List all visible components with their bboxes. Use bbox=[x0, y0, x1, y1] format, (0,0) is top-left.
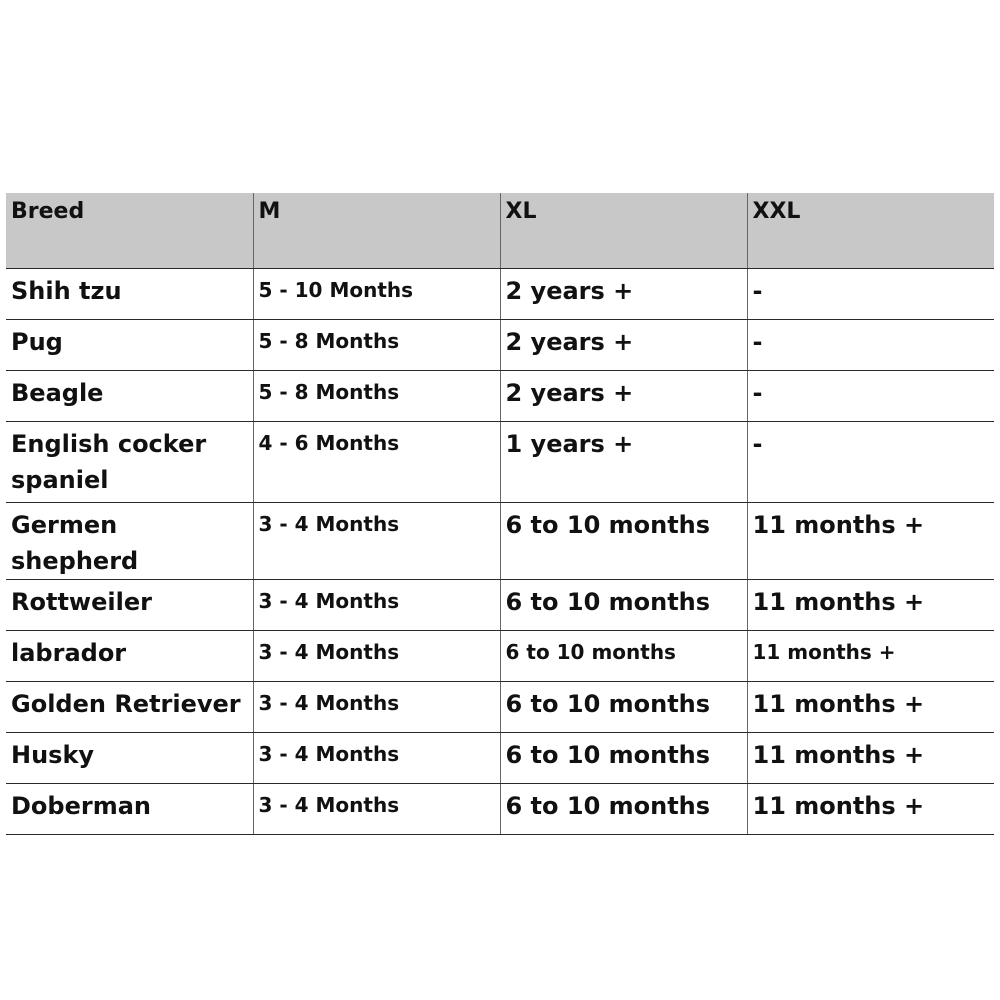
table-row bbox=[6, 371, 994, 422]
xl-size-cell: 6 to 10 months bbox=[500, 682, 747, 733]
xl-size-cell: 6 to 10 months bbox=[500, 503, 747, 580]
xl-size-cell: 6 to 10 months bbox=[500, 631, 747, 682]
header-xl: XL bbox=[500, 193, 747, 269]
breed-cell: Beagle bbox=[6, 371, 253, 422]
xl-size-cell: 6 to 10 months bbox=[500, 784, 747, 835]
breed-cell: Golden Retriever bbox=[6, 682, 253, 733]
m-size-cell: 3 - 4 Months bbox=[253, 733, 500, 784]
header-row bbox=[6, 193, 994, 269]
header-m: M bbox=[253, 193, 500, 269]
xxl-size-cell: 11 months + bbox=[747, 682, 994, 733]
table-row bbox=[6, 580, 994, 631]
m-size-cell: 3 - 4 Months bbox=[253, 784, 500, 835]
xxl-size-cell: 11 months + bbox=[747, 631, 994, 682]
xxl-size-cell: - bbox=[747, 269, 994, 320]
table-row bbox=[6, 631, 994, 682]
m-size-cell: 3 - 4 Months bbox=[253, 580, 500, 631]
header-breed: Breed bbox=[6, 193, 253, 269]
breed-cell: Rottweiler bbox=[6, 580, 253, 631]
m-size-cell: 5 - 10 Months bbox=[253, 269, 500, 320]
table-header bbox=[6, 193, 994, 269]
breed-cell: Doberman bbox=[6, 784, 253, 835]
m-size-cell: 3 - 4 Months bbox=[253, 682, 500, 733]
m-size-cell: 4 - 6 Months bbox=[253, 422, 500, 503]
xxl-size-cell: - bbox=[747, 422, 994, 503]
breed-cell: English cocker spaniel bbox=[6, 422, 253, 503]
table-body bbox=[6, 269, 994, 835]
breed-cell: Husky bbox=[6, 733, 253, 784]
xxl-size-cell: 11 months + bbox=[747, 503, 994, 580]
xl-size-cell: 6 to 10 months bbox=[500, 580, 747, 631]
breed-cell: labrador bbox=[6, 631, 253, 682]
xxl-size-cell: 11 months + bbox=[747, 580, 994, 631]
breed-cell: Shih tzu bbox=[6, 269, 253, 320]
table-row bbox=[6, 422, 994, 503]
table-row bbox=[6, 320, 994, 371]
m-size-cell: 3 - 4 Months bbox=[253, 631, 500, 682]
table-row bbox=[6, 733, 994, 784]
xxl-size-cell: - bbox=[747, 320, 994, 371]
xxl-size-cell: 11 months + bbox=[747, 784, 994, 835]
m-size-cell: 3 - 4 Months bbox=[253, 503, 500, 580]
xl-size-cell: 2 years + bbox=[500, 320, 747, 371]
breed-cell: Pug bbox=[6, 320, 253, 371]
table-row bbox=[6, 682, 994, 733]
xl-size-cell: 1 years + bbox=[500, 422, 747, 503]
table-row bbox=[6, 503, 994, 580]
xl-size-cell: 6 to 10 months bbox=[500, 733, 747, 784]
breed-cell: Germen shepherd bbox=[6, 503, 253, 580]
m-size-cell: 5 - 8 Months bbox=[253, 371, 500, 422]
size-chart-table bbox=[6, 193, 994, 835]
table-row bbox=[6, 784, 994, 835]
m-size-cell: 5 - 8 Months bbox=[253, 320, 500, 371]
xl-size-cell: 2 years + bbox=[500, 371, 747, 422]
xxl-size-cell: 11 months + bbox=[747, 733, 994, 784]
header-xxl: XXL bbox=[747, 193, 994, 269]
xxl-size-cell: - bbox=[747, 371, 994, 422]
table-row bbox=[6, 269, 994, 320]
xl-size-cell: 2 years + bbox=[500, 269, 747, 320]
